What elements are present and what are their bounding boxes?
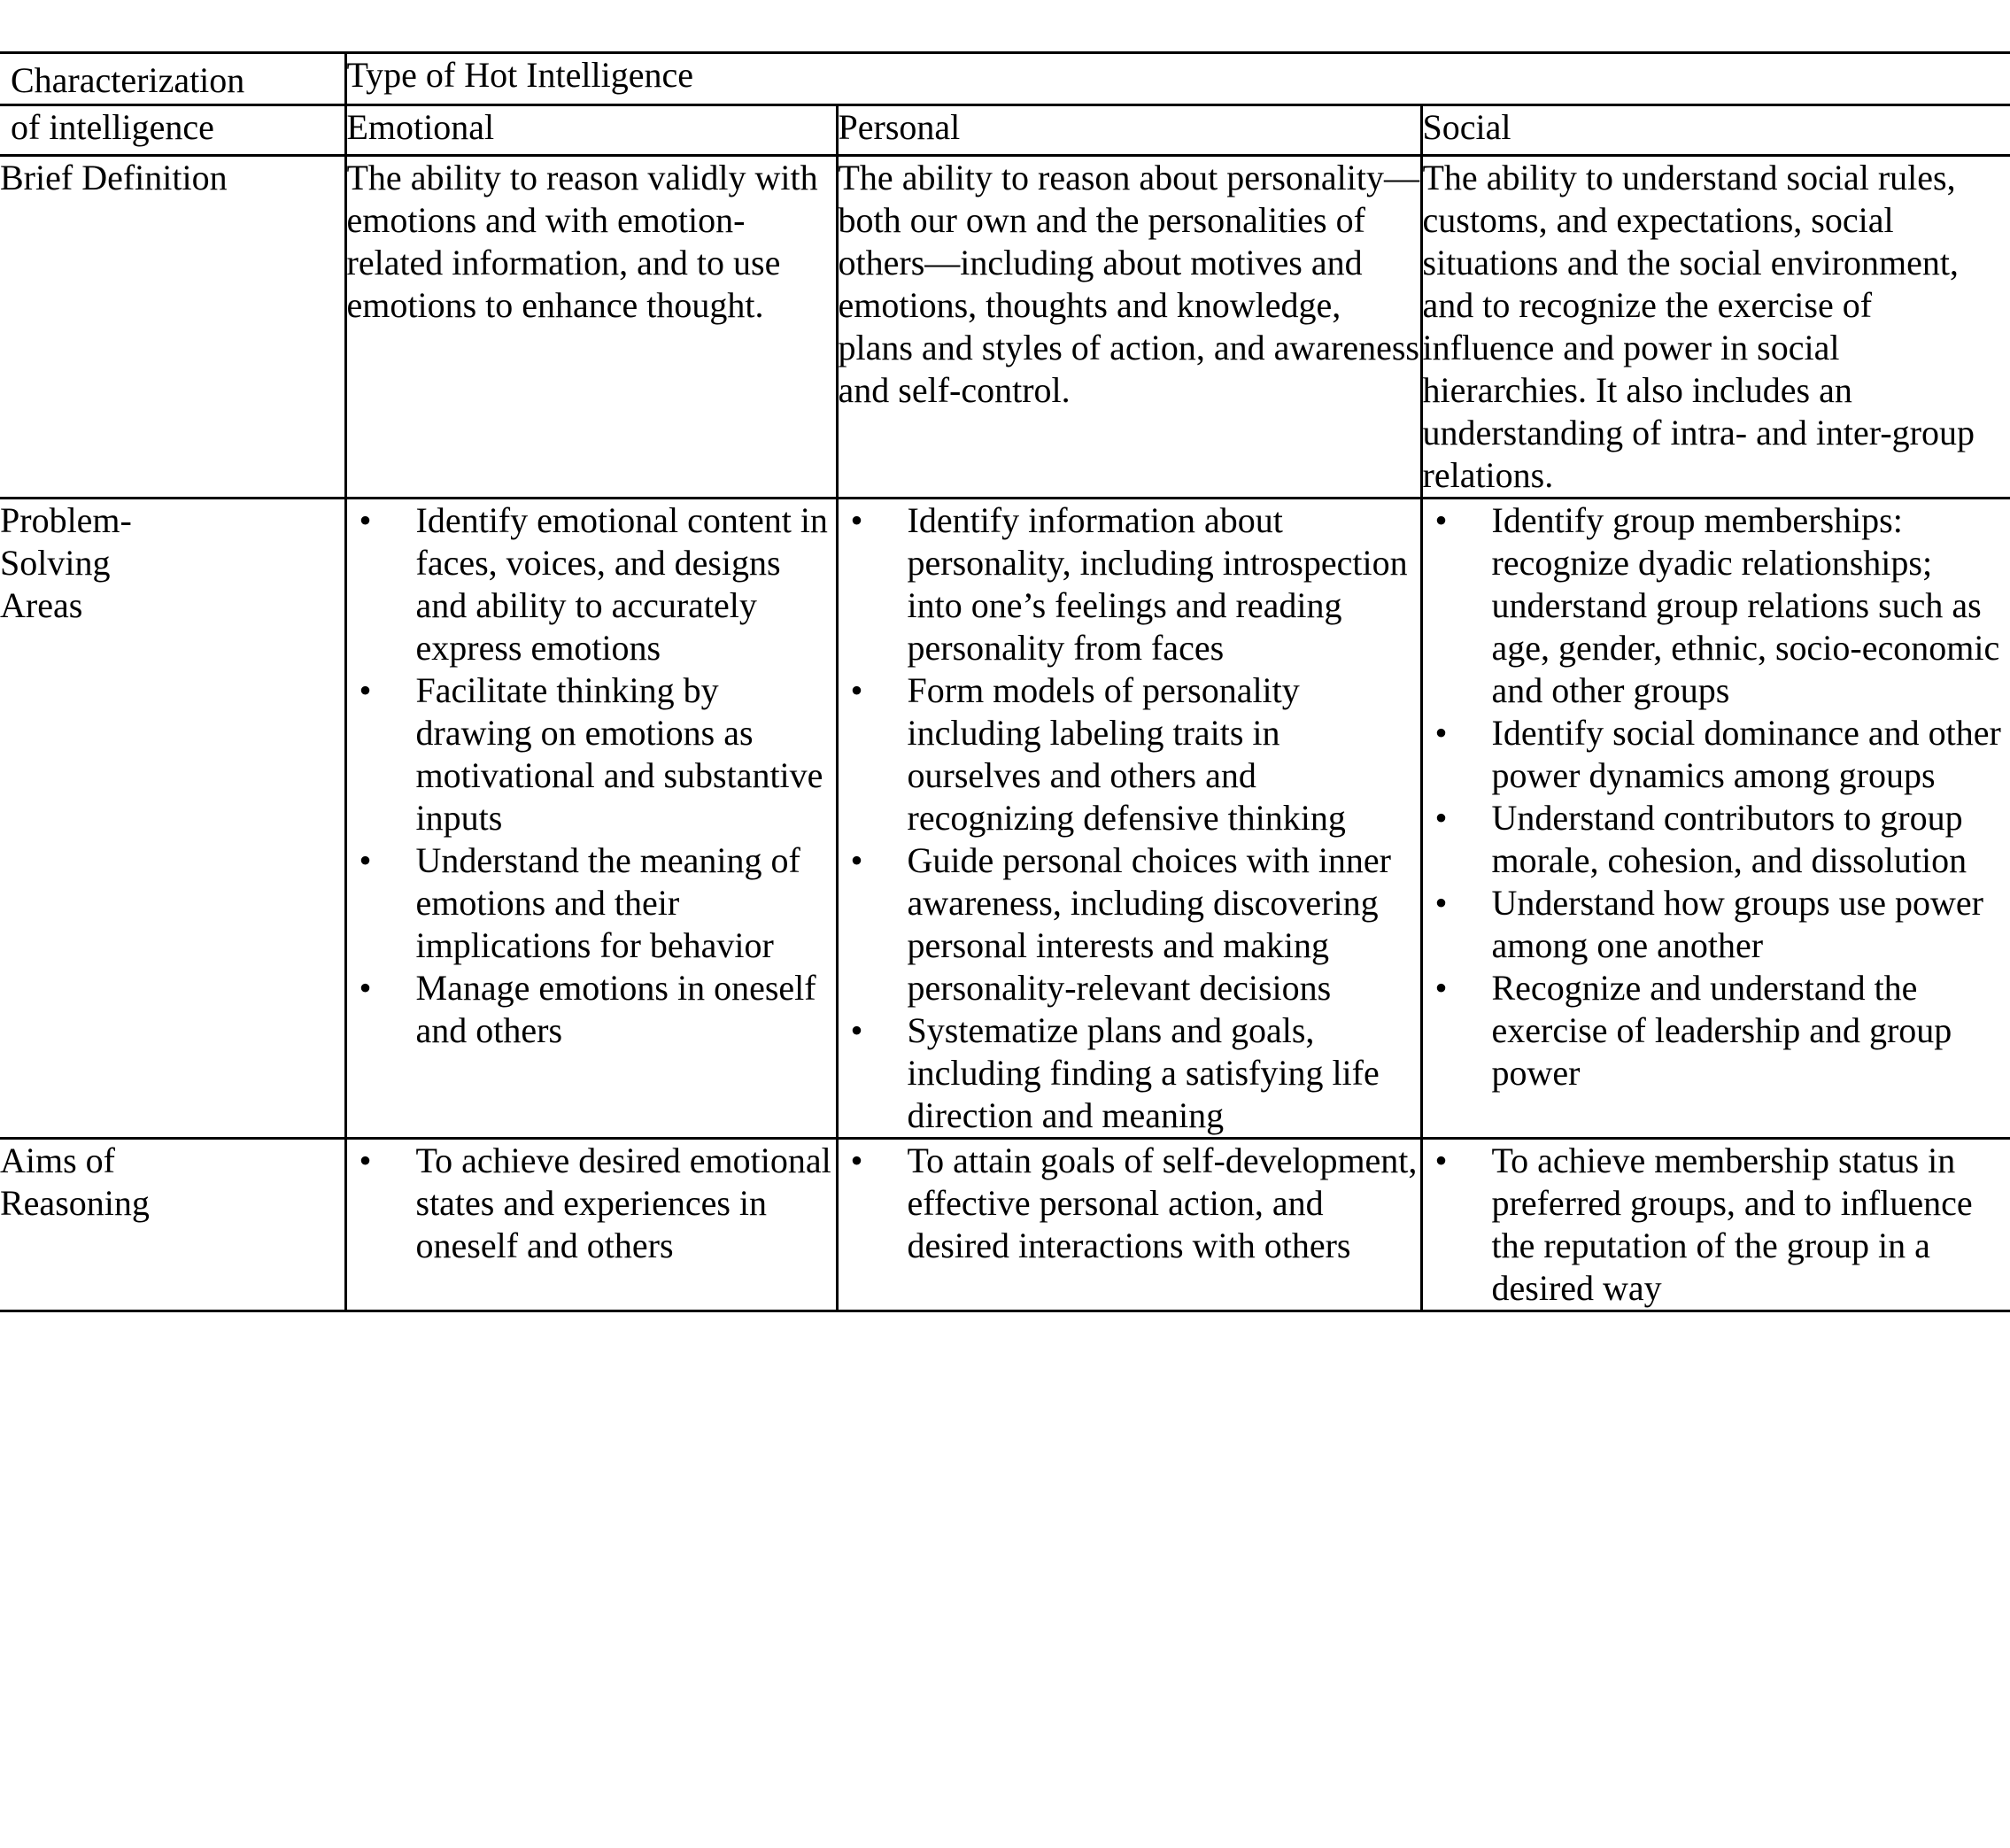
bullet-point-icon: • [850,670,863,710]
list-item-text: Facilitate thinking by drawing on emotions as motivational and substantive inputs [415,670,823,838]
column-header-personal: Personal [837,105,1421,156]
group-header-type-of-hot-intelligence: Type of Hot Intelligence [345,53,2010,105]
bullet-point-icon: • [359,500,372,540]
row-label-line: Aims of [0,1141,115,1180]
bullet-point-icon: • [850,840,863,880]
bullet-point-icon: • [1434,968,1448,1008]
list-item [1423,797,2010,882]
bullet-point-icon: • [1434,500,1448,540]
bullet-point-icon: • [1434,798,1448,838]
column-header-social: Social [1421,105,2010,156]
list-item [839,839,1420,1009]
cell-personal [837,156,1421,499]
table-header-row-types [0,105,2010,156]
list-item [347,1140,836,1267]
list-item-text: To attain goals of self-development, effective personal action, and desired interactions with others [907,1141,1418,1265]
list-item [839,499,1420,669]
list-item [1423,499,2010,712]
table-row [0,156,2010,499]
cell-emotional [345,1139,837,1311]
list-item-text: Manage emotions in oneself and others [415,968,816,1050]
cell-social [1421,1139,2010,1311]
list-item-text: Systematize plans and goals, including finding a satisfying life direction and meaning [907,1010,1380,1135]
list-item [347,839,836,967]
bullet-point-icon: • [1434,713,1448,753]
cell-personal [837,1139,1421,1311]
list-item [1423,712,2010,797]
bullet-list [839,1140,1420,1267]
list-item [1423,967,2010,1094]
cell-social [1421,156,2010,499]
bullet-point-icon: • [1434,883,1448,923]
cell-emotional [345,499,837,1139]
list-item [347,967,836,1052]
list-item-text: Form models of personality including labeling traits in ourselves and others and recognizing defensive thinking [907,670,1346,838]
bullet-point-icon: • [850,1141,863,1180]
column-header-emotional: Emotional [345,105,837,156]
bullet-point-icon: • [359,1141,372,1180]
bullet-list [1423,1140,2010,1310]
bullet-list [347,1140,836,1267]
row-label-line: Problem- [0,500,132,540]
bullet-list [839,499,1420,1137]
list-item [839,1009,1420,1137]
cell-paragraph: The ability to reason validly with emotions and with emotion-related information, and to use emotions to enhance thought. [346,158,818,325]
list-item-text: Recognize and understand the exercise of leadership and group power [1491,968,1952,1093]
list-item [347,669,836,839]
list-item-text: Understand how groups use power among one another [1491,883,1983,965]
row-label-line: Solving [0,543,111,583]
table-header-row-group [0,53,2010,105]
list-item-text: Identify group memberships: recognize dyadic relationships; understand group relations such as age, gender, ethnic, socio-economic and other groups [1491,500,2000,710]
list-item [839,669,1420,839]
row-label-line: Areas [0,585,83,625]
list-item-text: To achieve membership status in preferred groups, and to influence the reputation of the group in a desired way [1491,1141,1973,1308]
bullet-list [1423,499,2010,1094]
list-item [1423,882,2010,967]
bullet-point-icon: • [850,1010,863,1050]
row-label-line: Reasoning [0,1183,150,1223]
row-label-problem-solving-areas [0,499,345,1139]
bullet-point-icon: • [359,670,372,710]
list-item-text: Identify emotional content in faces, voices, and designs and ability to accurately express emotions [415,500,828,668]
bullet-point-icon: • [359,840,372,880]
bullet-list [347,499,836,1052]
corner-header-line-1: Characterization [11,60,245,100]
row-label-brief-definition [0,156,345,499]
list-item-text: To achieve desired emotional states and experiences in oneself and others [415,1141,831,1265]
cell-paragraph: The ability to understand social rules, customs, and expectations, social situations and the social environment, and to recognize the exercise of influence and power in social hierarchies. It also includes an understanding of intra- and inter-group relations. [1422,158,1975,495]
list-item-text: Understand the meaning of emotions and their implications for behavior [415,840,800,965]
corner-header-cell-top [0,53,345,105]
bullet-point-icon: • [359,968,372,1008]
list-item-text: Identify information about personality, including introspection into one’s feelings and reading personality from faces [907,500,1408,668]
corner-header-line-2: of intelligence [11,107,214,147]
list-item-text: Understand contributors to group morale, cohesion, and dissolution [1491,798,1967,880]
row-label-line: Brief Definition [0,158,228,197]
corner-header-cell-bottom [0,105,345,156]
list-item-text: Guide personal choices with inner awareness, including discovering personal interests and making personality-relevant decisions [907,840,1392,1008]
bullet-point-icon: • [1434,1141,1448,1180]
cell-emotional [345,156,837,499]
bullet-point-icon: • [850,500,863,540]
list-item [1423,1140,2010,1310]
list-item [839,1140,1420,1267]
list-item-text: Identify social dominance and other power dynamics among groups [1491,713,2001,795]
table-row [0,1139,2010,1311]
table-row [0,499,2010,1139]
cell-social [1421,499,2010,1139]
cell-paragraph: The ability to reason about personality—both our own and the personalities of others—including about motives and emotions, thoughts and knowledge, plans and styles of action, and awareness and self-control. [838,158,1420,410]
cell-personal [837,499,1421,1139]
hot-intelligence-table [0,51,2010,1312]
row-label-aims-of-reasoning [0,1139,345,1311]
list-item [347,499,836,669]
